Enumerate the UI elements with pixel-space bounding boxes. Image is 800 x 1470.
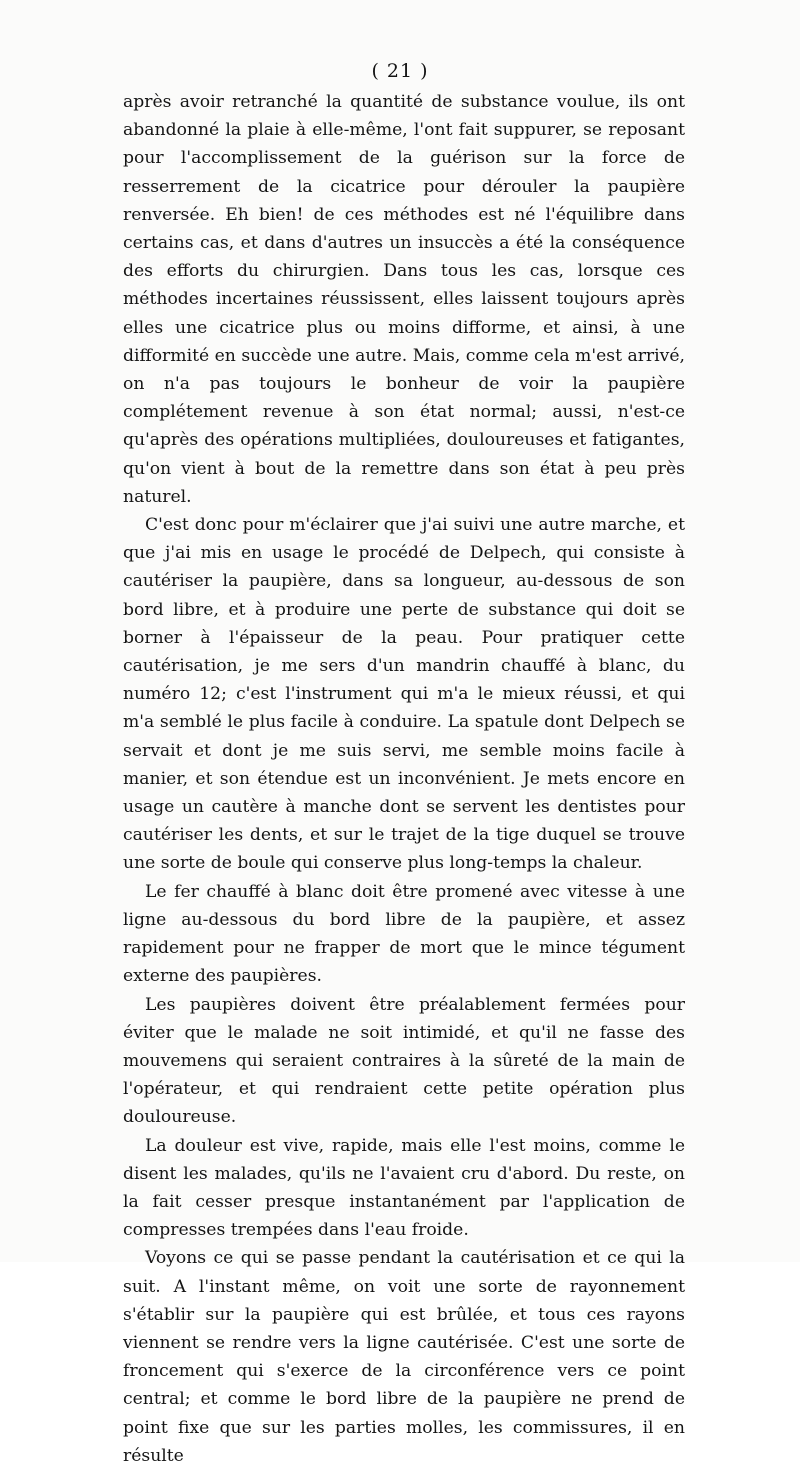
paragraph-continuation: après avoir retranché la quantité de substance voulue, ils ont abandonné la plaie à elle-même, l'ont fait suppurer, se reposant pour l'accomplissement de la guérison sur la force de resserrement de la cicatrice pour dérouler la paupière renversée. Eh bien! de ces méthodes est né l'équilibre dans certains cas, et dans d'autres un insuccès a été la conséquence des efforts du chirurgien. Dans tous les cas, lorsque ces méthodes incertaines réussissent, elles laissent toujours après elles une cicatrice plus ou moins difforme, et ainsi, à une difformité en succède une autre. Mais, comme cela m'est arrivé, on n'a pas toujours le bonheur de voir la paupière complétement revenue à son état normal; aussi, n'est-ce qu'après des opérations multipliées, douloureuses et fatigantes, qu'on vient à bout de la remettre dans son état à peu près naturel.: [123, 92, 685, 507]
paragraph-pain: La douleur est vive, rapide, mais elle l'est moins, comme le disent les malades, qu'ils ne l'avaient cru d'abord. Du reste, on la fait cesser presque instantanément par l'application de compresses trempées dans l'eau froide.: [123, 1135, 685, 1241]
paragraph-hot-iron: Le fer chauffé à blanc doit être promené avec vitesse à une ligne au-dessous du bord libre de la paupière, et assez rapidement pour ne frapper de mort que le mince tégument externe des paupières.: [123, 881, 685, 987]
page-number: ( 21 ): [371, 60, 429, 82]
paragraph-delpech-procedure: C'est donc pour m'éclairer que j'ai suivi une autre marche, et que j'ai mis en usage le procédé de Delpech, qui consiste à cautériser la paupière, dans sa longueur, au-dessous de son bord libre, et à produire une perte de substance qui doit se borner à l'épaisseur de la peau. Pour pratiquer cette cautérisation, je me sers d'un mandrin chauffé à blanc, du numéro 12; c'est l'instrument qui m'a le mieux réussi, et qui m'a semblé le plus facile à conduire. La spatule dont Delpech se servait et dont je me suis servi, me semble moins facile à manier, et son étendue est un inconvénient. Je mets encore en usage un cautère à manche dont se servent les dentistes pour cautériser les dents, et sur le trajet de la tige duquel se trouve une sorte de boule qui conserve plus long-temps la chaleur.: [123, 515, 685, 874]
page-body: [123, 88, 685, 1470]
paragraph-after-cauterization: Voyons ce qui se passe pendant la cautérisation et ce qui la suit. A l'instant même, on voit une sorte de rayonnement s'établir sur la paupière qui est brûlée, et tous ces rayons viennent se rendre vers la ligne cautérisée. C'est une sorte de froncement qui s'exerce de la circonférence vers ce point central; et comme le bord libre de la paupière ne prend de point fixe que sur les parties molles, les commissures, il en résulte: [123, 1248, 685, 1466]
paragraph-eyelids-closed: Les paupières doivent être préalablement fermées pour éviter que le malade ne soit intimidé, et qu'il ne fasse des mouvemens qui seraient contraires à la sûreté de la main de l'opérateur, et qui rendraient cette petite opération plus douloureuse.: [123, 994, 685, 1128]
